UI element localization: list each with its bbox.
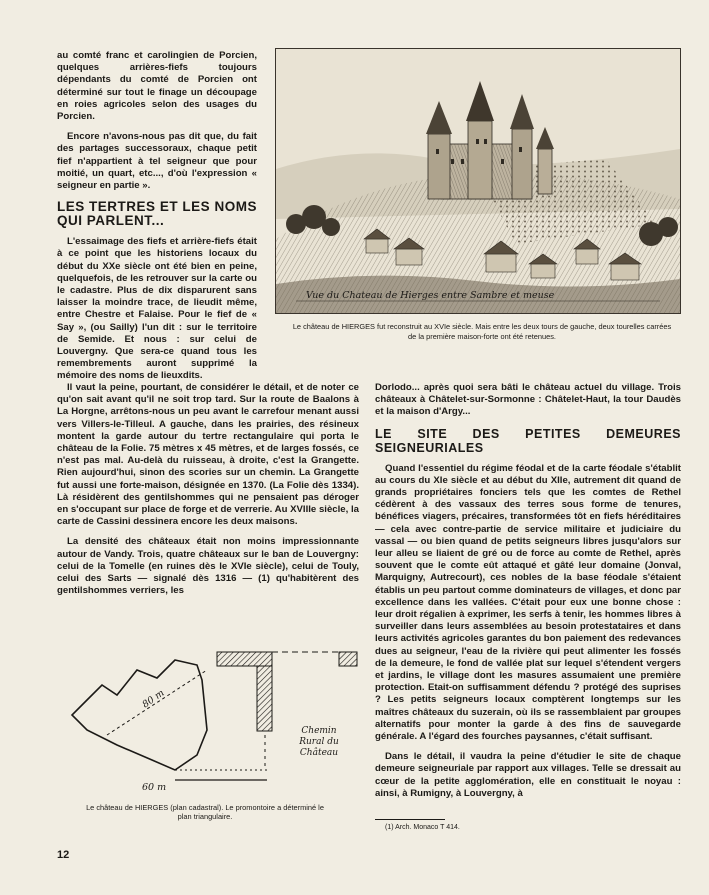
paragraph: Encore n'avons-nous pas dit que, du fait des partages successoraux, chaque petit fief n'appartient à tel seigneur que pour moitié, un quart, etc..., d'où l'expression « seigneur en partie ». bbox=[57, 131, 257, 192]
label-60m: 60 m bbox=[142, 782, 167, 793]
plan-drawing bbox=[57, 630, 359, 800]
paragraph: Quand l'essentiel du régime féodal et de la carte féodale s'établit au cours du XIe siècle et au début du XIIe, autrement dit quand de grands propriétaires fonciers tels que les comtes de Rethel cédèrent à des vassaux des terres sous forme de tenures, bénéfices viagers, précaires, transformées tôt en fiefs héréditaires — cela avec contre-partie de service militaire et judiciaire du vassal — ou bien quand de petits seigneurs libres jusqu'alors sur leur alleu se liaient de gré ou de force au comte de Rethel, après souvent que le comte eût attaqué et gâté leur domaine (Jonval, Marquigny, Autrecourt), ces nobles de la base féodale s'étaient établis un peu partout comme dominateurs de villages, et donc par excellence dans les vallées. C'était pour eux une bonne chose : leur droit régalien à exprimer, les serfs à tenir, les hommes libres à surveiller dans leurs assemblées au besoin protestataires et dans leurs activités agricoles garantes du bon paiement des redevances dues au seigneur, l'eau de la rivière qui peut alimenter les fossés de la demeure, le fond de vallée plat sur lequel s'étendent vergers et jardins, le village dont les masures assumaient une première protection. Etait-on suffisamment défendu ? protégé des suprises ? Les petits seigneurs locaux comptèrent longtemps sur les maîtres châteaux du suzerain, où ils se rassemblaient par groupes alternatifs pour monter la garde à des fins de sauvegarde générale. A l'égard des fourches paysannes, c'était suffisant. bbox=[375, 462, 681, 743]
right-column bbox=[375, 382, 681, 808]
label-80m: 80 m bbox=[140, 687, 167, 711]
paragraph: Dans le détail, il vaudra la peine d'étudier le site de chaque demeure seigneuriale par rapport aux villages. Telle se dressait au cœur de la petite agglomération, elle en constituait le noyau : ainsi, à Rumigny, à Louvergny, à bbox=[375, 751, 681, 799]
paragraph: au comté franc et carolingien de Porcien, quelques arrières-fiefs toujours dépendants du comté de Porcien ont déterminé sur tout le finage un découpage en roies agricoles selon des usages du Porcien. bbox=[57, 50, 257, 123]
paragraph: Dorlodo... après quoi sera bâti le château actuel du village. Trois châteaux à Châtelet-sur-Sormonne : Châtelet-Haut, la tour Daudès et la maison d'Argy... bbox=[375, 382, 681, 418]
engraving-illustration bbox=[276, 49, 680, 313]
footnote: (1) Arch. Monaco T 414. bbox=[385, 824, 460, 831]
paragraph: Il vaut la peine, pourtant, de considérer le détail, et de noter ce qu'on sait avant qu'il ne soit trop tard. Sur la route de Baalons à La Horgne, arrêtons-nous un peu avant le carrefour menant aussi vers Villers-le-Tilleul. A gauche, dans les prairies, des résineux montent la garde autour du tertre rectangulaire qui porta le château de la Folie. 75 mètres x 45 mètres, et de larges fossés, ce n'est pas mal. Au-delà du ruisseau, à droite, c'est la Grangette. Rien aujourd'hui, sinon des scories sur un chemin. La Grangette fut aussi une forte-maison, désignée en 1370. (La Folie dès 1334). Là résidèrent des gentilshommes qui ne pensaient pas déroger en s'occupant sur place de forge et de verrerie. Au XVIIIe siècle, la carte de Cassini dessinera encore les deux maisons. bbox=[57, 382, 359, 528]
left-top-column bbox=[57, 50, 257, 391]
chateau-engraving bbox=[275, 48, 681, 314]
cadastral-plan bbox=[57, 630, 359, 800]
section-heading: LE SITE DES PETITES DEMEURES SEIGNEURIALES bbox=[375, 426, 681, 455]
section-heading: LES TERTRES ET LES NOMS QUI PARLENT... bbox=[57, 199, 257, 229]
paragraph: L'essaimage des fiefs et arrière-fiefs était à ce point que les historiens locaux du début du XXe siècle ont été bien en peine, quelquefois, de les retrouver sur la carte ou le cadastre. Plus de dix disparurent sans laisser la moindre trace, de lieudit même, entre Chestre et Falaise. Pour le fief de « Say », (ou Sailly) l'un dit : sur le territoire de Semide. Et nous : sur celui de Louvergny. Que sera-ce quand tous les remembrements auront supprimé la mémoire des noms de lieuxdits. bbox=[57, 236, 257, 382]
plan-caption: Le château de HIERGES (plan cadastral). Le promontoire a déterminé le plan triangulaire. bbox=[86, 803, 324, 821]
left-bottom-column bbox=[57, 382, 359, 605]
engraving-inscription: Vue du Chateau de Hierges entre Sambre et meuse bbox=[306, 290, 555, 301]
engraving-caption: Le château de HIERGES fut reconstruit au XVIe siècle. Mais entre les deux tours de gauche, deux tourelles carrées de la première maison-forte ont été retenues. bbox=[292, 322, 672, 341]
page-number: 12 bbox=[57, 849, 70, 861]
footnote-divider bbox=[375, 819, 445, 820]
castle-outline bbox=[72, 660, 207, 770]
paragraph: La densité des châteaux était non moins impressionnante autour de Vandy. Trois, quatre châteaux sur le ban de Louvergny: celui de la Tomelle (en ruines dès le XVIe siècle), celui de Touly, celui des Sarts — signalé dès 1316 — (1) qu'habitèrent des gentilshommes verriers, les bbox=[57, 536, 359, 597]
chemin-rural-label: Chemin Rural du Château bbox=[299, 726, 339, 758]
